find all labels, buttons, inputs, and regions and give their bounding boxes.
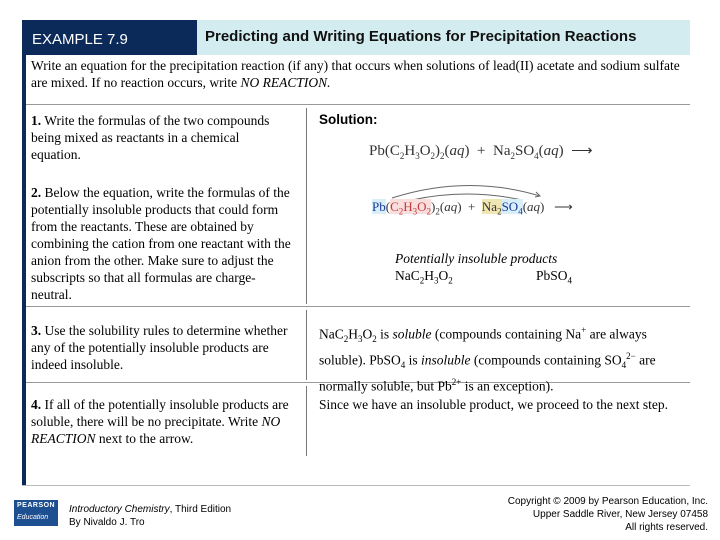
step-4: [31, 396, 293, 447]
copyright: [508, 495, 708, 534]
exchange-arrows-icon: [372, 180, 562, 200]
step-1-text: Write the formulas of the two compounds being mixed as reactants in a chemical equation.: [31, 113, 270, 162]
step-4-solution: Since we have an insoluble product, we proceed to the next step.: [319, 397, 669, 412]
copyright-line-3: All rights reserved.: [625, 522, 708, 533]
book-author: By Nivaldo J. Tro: [69, 517, 145, 528]
pearson-logo: [14, 500, 58, 526]
step-2-number: 2.: [31, 185, 42, 200]
step-4-number: 4.: [31, 397, 42, 412]
divider-2: [26, 306, 690, 307]
footer-divider: [22, 485, 690, 486]
product-sodium-acetate: $NaC_2H_3O_2$: [395, 268, 453, 286]
step3-c: are always soluble). Pb: [319, 326, 647, 368]
step3-f: are normally soluble, but Pb: [319, 352, 656, 394]
step-1: [31, 112, 291, 163]
step-4-tail: next to the arrow.: [95, 431, 194, 446]
step-4-text: If all of the potentially insoluble products are soluble, there will be no precipitate. Write: [31, 397, 289, 429]
step3-g: is an exception).: [461, 378, 554, 394]
step-3-number: 3.: [31, 323, 42, 338]
copyright-line-2: Upper Saddle River, New Jersey 07458: [532, 509, 708, 520]
step3-insoluble: insoluble: [421, 352, 471, 368]
book-title: Introductory Chemistry: [69, 504, 170, 515]
logo-line-2: Education: [17, 514, 49, 521]
reactant-equation: $Pb(C_2H_3O_2)_2(aq) + Na_2SO_4(aq)$ ⟶: [369, 143, 593, 161]
book-credit: [69, 503, 231, 529]
step-2-text: Below the equation, write the formulas of the potentially insoluble products that could form from the reactants. These are obtained by combining the cation from one reactant with the anion from the other. Make sure to adjust the subscripts so that all formulas are charge-neutral.: [31, 185, 291, 302]
potential-products-title: Potentially insoluble products: [395, 251, 558, 266]
exchange-equation: $Pb(C_2H_3O_2)_2(aq) + Na_2SO_4(aq)$ ⟶: [372, 199, 573, 217]
problem-text: Write an equation for the precipitation reaction (if any) that occurs when solutions of lead(II) acetate and sodium sulfate are mixed. If no reaction occurs, write: [31, 58, 680, 90]
step3-a: is: [376, 326, 393, 342]
left-accent-bar: [22, 55, 26, 485]
book-edition: , Third Edition: [169, 504, 232, 515]
column-divider-1: [306, 108, 307, 304]
example-label: EXAMPLE 7.9: [32, 31, 128, 48]
step-1-number: 1.: [31, 113, 42, 128]
step-2: [31, 184, 293, 303]
page-title: Predicting and Writing Equations for Precipitation Reactions: [205, 28, 637, 45]
problem-italic: NO REACTION.: [240, 75, 331, 90]
title-box: [197, 20, 690, 55]
step-4-italic: NO REACTION: [31, 414, 281, 446]
example-label-box: [22, 20, 197, 55]
step-3-solution: $NaC_2H_3O_2$ is soluble (compounds containing Na+ are always soluble). PbSO$_4$ is insoluble (compounds containing $SO_4^{2-}$ are normally soluble, but $Pb^{2+}$ is an exception).: [319, 325, 656, 394]
column-divider-2: [306, 310, 307, 380]
column-divider-3: [306, 386, 307, 456]
problem-statement: [31, 57, 691, 91]
copyright-line-1: Copyright © 2009 by Pearson Education, Inc.: [507, 496, 708, 507]
product-lead-sulfate: PbSO$_4$: [536, 268, 573, 286]
step-3: [31, 322, 293, 373]
divider-1: [26, 104, 690, 105]
step3-e: (compounds containing SO: [470, 352, 622, 368]
step3-b: (compounds containing Na: [431, 326, 582, 342]
solution-label: Solution:: [319, 112, 378, 127]
step3-soluble: soluble: [392, 326, 432, 342]
logo-line-1: PEARSON: [17, 502, 56, 509]
step3-d: is: [405, 352, 422, 368]
step-3-text: Use the solubility rules to determine whether any of the potentially insoluble products are indeed insoluble.: [31, 323, 288, 372]
